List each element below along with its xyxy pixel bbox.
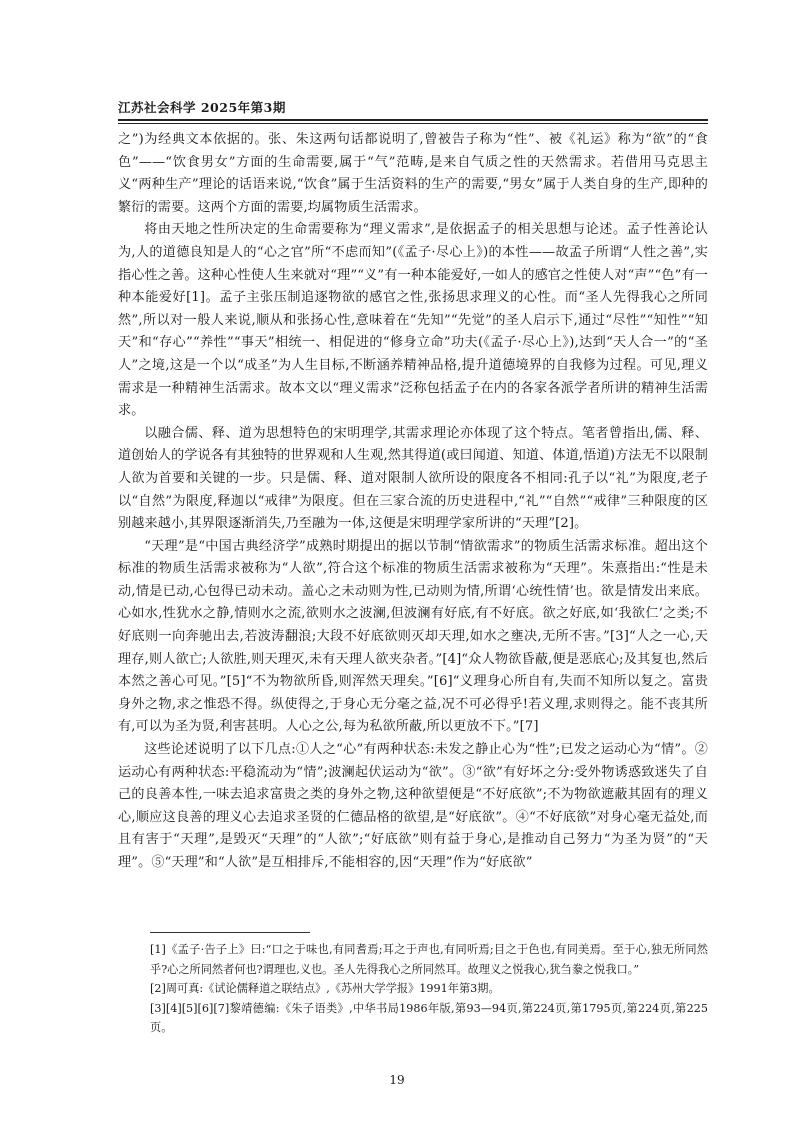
header-rule (118, 119, 708, 121)
paragraph: 以融合儒、释、道为思想特色的宋明理学,其需求理论亦体现了这个特点。笔者曾指出,儒、释、道创始人的学说各有其独特的世界观和人生观,然其得道(或曰闻道、知道、体道,悟道)方法无不以限制人欲为首要和关键的一步。只是儒、释、道对限制人欲所设的限度各不相同:孔子以“礼”为限度,老子以“自然”为限度,释迦以“戒律”为限度。但在三家合流的历史进程中,“礼”“自然”“戒律”三种限度的区别越来越小,其界限逐渐消失,乃至融为一体,这便是宋明理学家所讲的“天理”[2]。 (118, 425, 708, 532)
header-rule-thin (118, 123, 708, 124)
paragraph: “天理”是“中国古典经济学”成熟时期提出的据以节制“情欲需求”的物质生活需求标准。超出这个标准的物质生活需求被称为“人欲”,符合这个标准的物质生活需求被称为“天理”。朱熹指出:“性是未动,情是已动,心包得已动未动。盖心之未动则为性,已动则为情,所谓‘心统性情’也。欲是情发出来底。心如水,性犹水之静,情则水之流,欲则水之波澜,但波澜有好底,有不好底。欲之好底,如‘我欲仁’之类;不好底则一向奔驰出去,若波涛翻浪;大段不好底欲则灭却天理,如水之壅决,无所不害。”[3]“人之一心,天理存,则人欲亡;人欲胜,则天理灭,未有天理人欲夹杂者。”[4]“众人物欲昏蔽,便是恶底心;及其复也,然后本然之善心可见。”[5]“不为物欲所昏,则浑然天理矣。”[6]“义理身心所自有,失而不知所以复之。富贵身外之物,求之惟恐不得。纵使得之,于身心无分毫之益,况不可必得乎!若义理,求则得之。能不丧其所有,可以为圣为贤,利害甚明。人心之公,每为私欲所蔽,所以更放不下。”[7] (118, 538, 708, 735)
paragraph: 这些论述说明了以下几点:①人之“心”有两种状态:未发之静止心为“性”;已发之运动心为“情”。②运动心有两种状态:平稳流动为“情”;波澜起伏运动为“欲”。③“欲”有好坏之分:受外物诱惑致迷失了自己的良善本性,一味去追求富贵之类的身外之物,这种欲望便是“不好底欲”;不为物欲遮蔽其固有的理义心,顺应这良善的理义心去追求圣贤的仁德品格的欲望,是“好底欲”。④“不好底欲”对身心毫无益处,而且有害于“天理”,是毁灭“天理”的“人欲”;“好底欲”则有益于身心,是推动自己努力“为圣为贤”的“天理”。⑤“天理”和“人欲”是互相排斥,不能相容的,因“天理”作为“好底欲” (118, 742, 708, 870)
footnote: [3][4][5][6][7]黎靖德编:《朱子语类》,中华书局1986年版,第93—94页,第224页,第1795页,第224页,第225页。 (150, 1001, 708, 1034)
footnote: [1]《孟子·告子上》曰:“口之于味也,有同耆焉;耳之于声也,有同听焉;目之于色也,有同美焉。至于心,独无所同然乎?心之所同然者何也?谓理也,义也。圣人先得我心之所同然耳。故理义之悦我心,犹刍豢之悦我口。” (150, 943, 708, 976)
body-text (118, 129, 708, 875)
paragraph: 将由天地之性所决定的生命需要称为“理义需求”,是依据孟子的相关思想与论述。孟子性善论认为,人的道德良知是人的“心之官”所“不虑而知”(《孟子·尽心上》)的本性——故孟子所谓“人性之善”,实指心性之善。这种心性使人生来就对“理”“义”有一种本能爱好,一如人的感官之性使人对“声”“色”有一种本能爱好[1]。孟子主张压制追逐物欲的感官之性,张扬思求理义的心性。而“圣人先得我心之所同然”,所以对一般人来说,顺从和张扬心性,意味着在“先知”“先觉”的圣人启示下,通过“尽性”“知性”“知天”和“存心”“养性”“事天”相统一、相促进的“修身立命”功夫(《孟子·尽心上》),达到“天人合一”的“圣人”之境,这是一个以“成圣”为人生目标,不断涵养精神品格,提升道德境界的自我修为过程。可见,理义需求是一种精神生活需求。故本文以“理义需求”泛称包括孟子在内的各家各派学者所讲的精神生活需求。 (118, 222, 708, 419)
paragraph-continuation: 之”)为经典文本依据的。张、朱这两句话都说明了,曾被告子称为“性”、被《礼运》称为“欲”的“食色”——“饮食男女”方面的生命需要,属于“气”范畴,是来自气质之性的天然需求。若借用马克思主义“两种生产”理论的话语来说,“饮食”属于生活资料的生产的需要,“男女”属于人类自身的生产,即种的繁衍的需要。这两个方面的需要,均属物质生活需求。 (118, 132, 708, 215)
running-header: 江苏社会科学 2025年第3期 (118, 100, 286, 115)
footnote: [2]周可真:《试论儒释道之联结点》,《苏州大学学报》1991年第3期。 (150, 982, 500, 995)
footnote-divider (150, 932, 310, 933)
footnotes (150, 940, 708, 1038)
page-number: 19 (389, 1073, 405, 1087)
